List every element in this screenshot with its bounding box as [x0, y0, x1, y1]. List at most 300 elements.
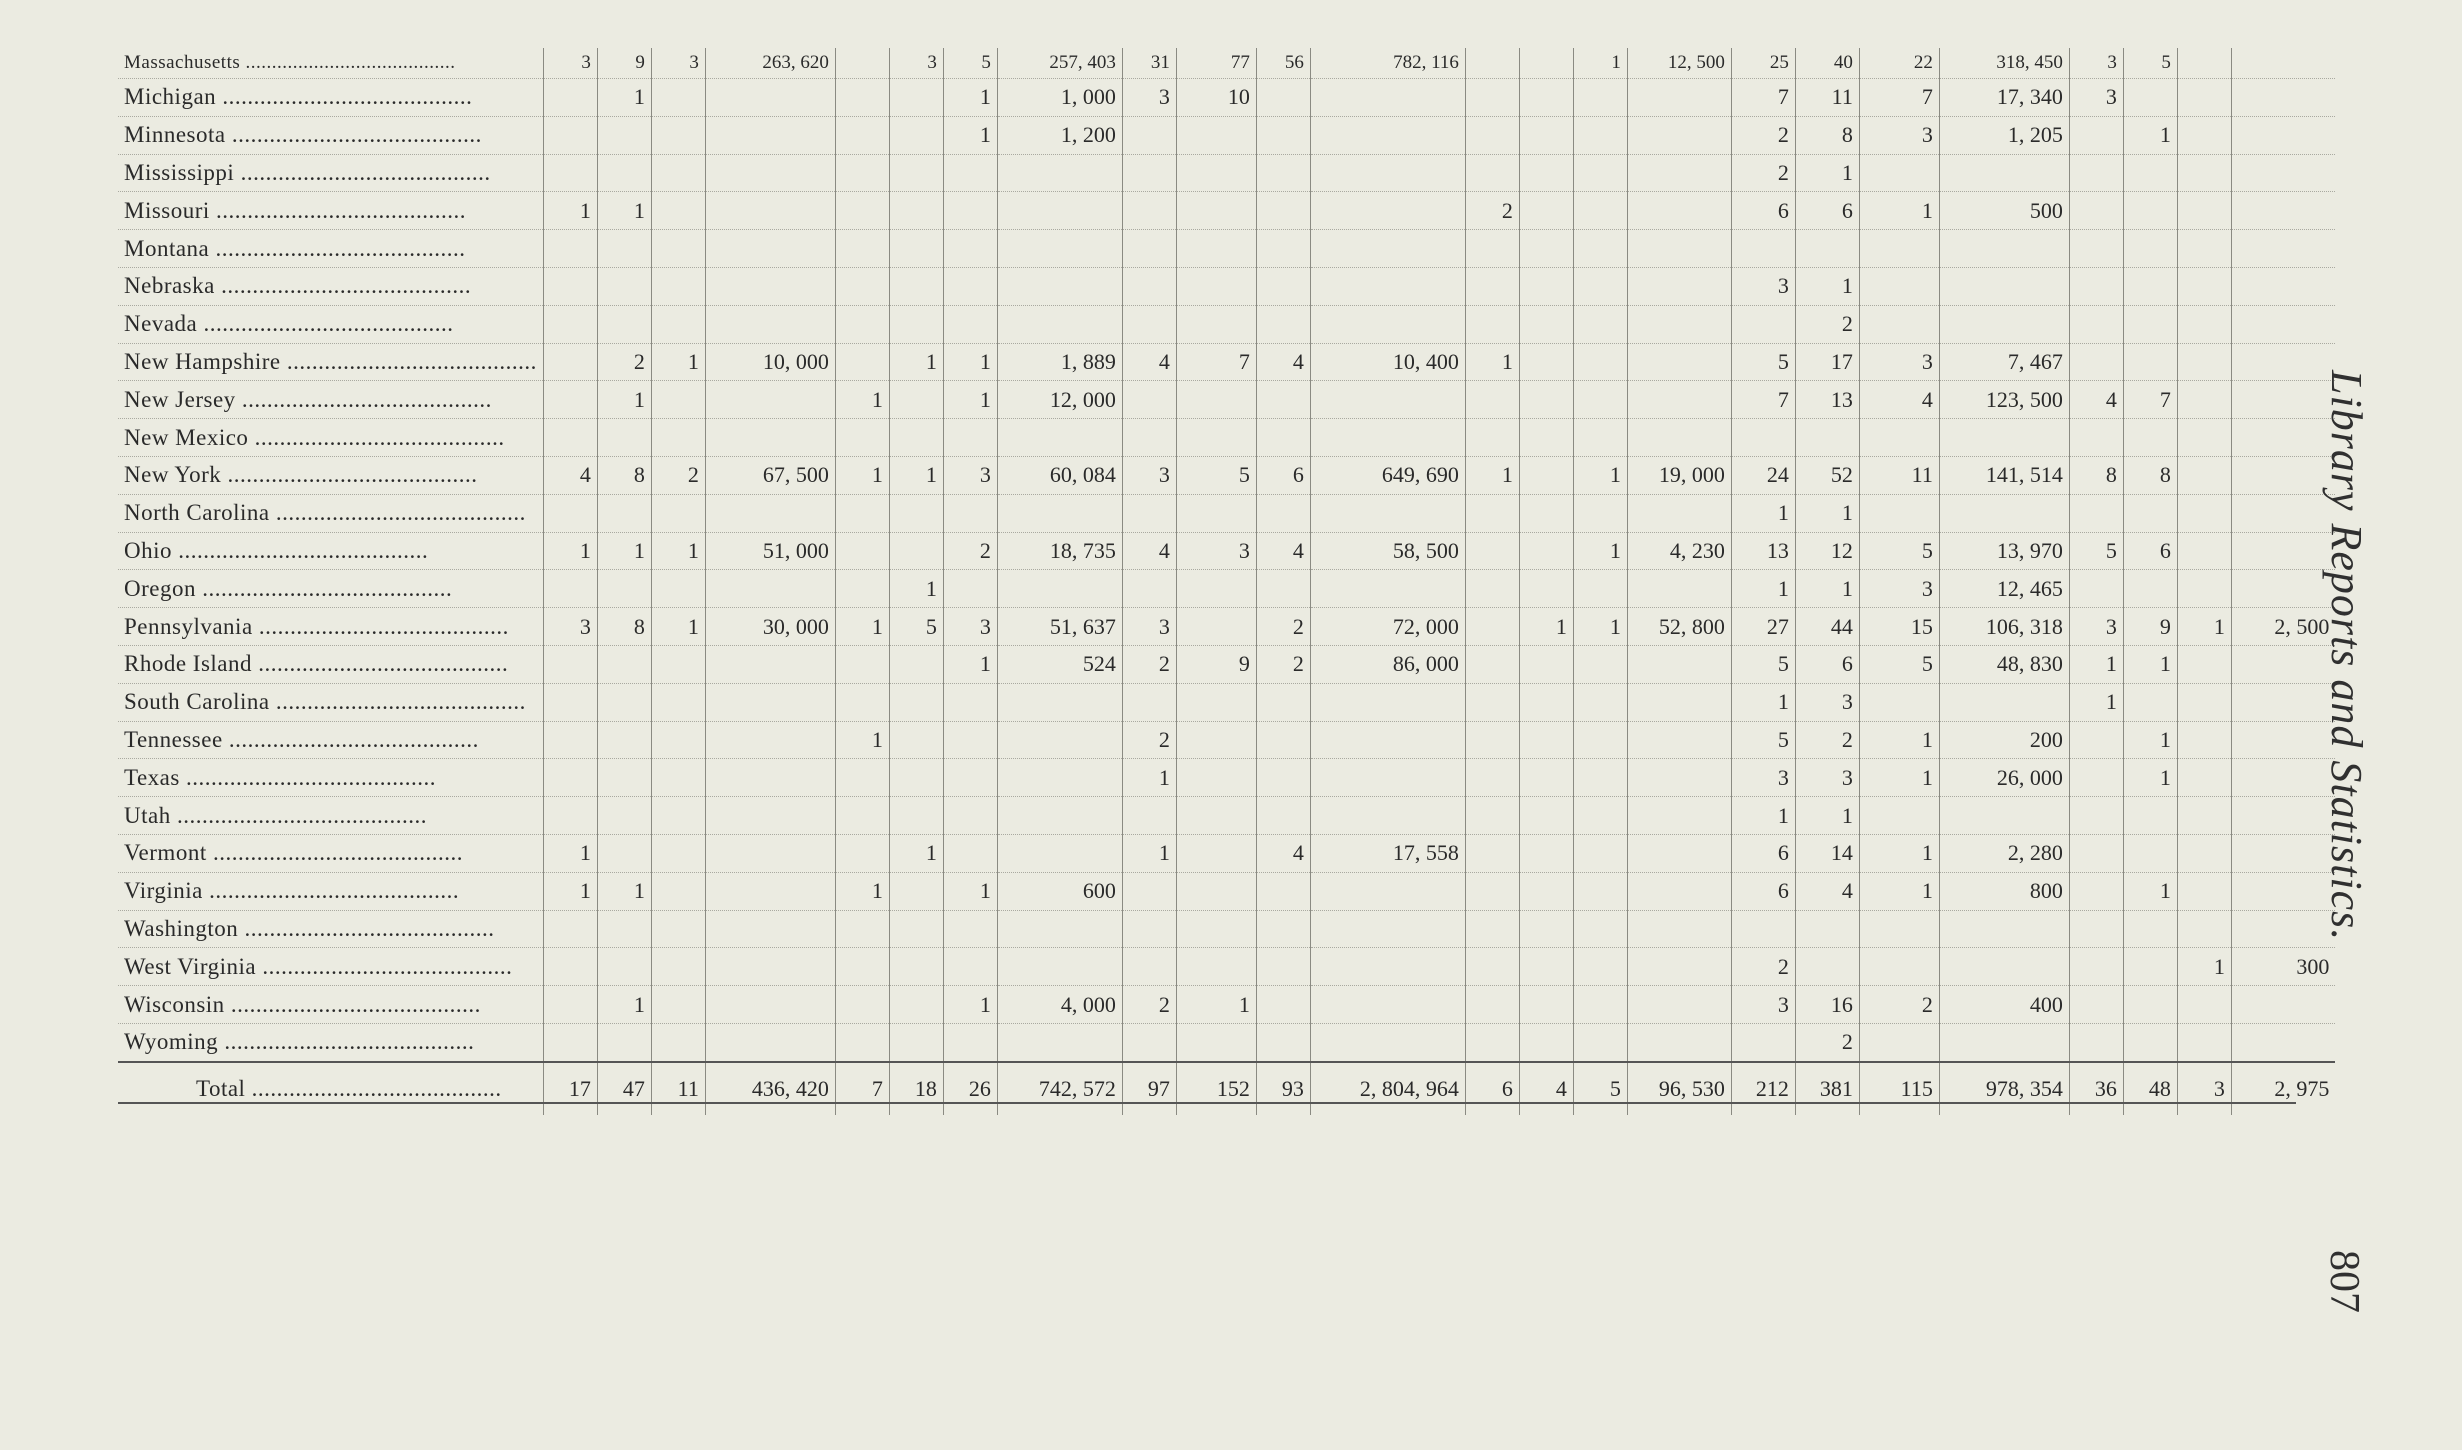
table-cell: 2: [1795, 305, 1859, 343]
table-cell: [543, 910, 597, 948]
table-cell: [2123, 834, 2177, 872]
table-cell: [1573, 192, 1627, 230]
table-cell: 5: [2069, 532, 2123, 570]
table-cell: [1465, 645, 1519, 683]
table-cell: [2177, 910, 2231, 948]
table-cell: [651, 645, 705, 683]
table-cell: [651, 116, 705, 154]
table-cell: 2: [597, 343, 651, 381]
table-cell: [651, 419, 705, 457]
table-cell: [1519, 570, 1573, 608]
table-cell: [943, 721, 997, 759]
table-cell: 51, 000: [705, 532, 835, 570]
table-cell: 7: [2123, 381, 2177, 419]
table-cell: [1310, 494, 1465, 532]
table-cell: [1176, 116, 1256, 154]
table-cell: [2069, 494, 2123, 532]
table-cell: [835, 230, 889, 268]
table-cell: 300: [2231, 948, 2335, 986]
table-cell: [1465, 797, 1519, 835]
table-cell: 1: [2069, 683, 2123, 721]
table-cell: 7: [835, 1062, 889, 1115]
table-cell: [705, 1023, 835, 1061]
table-cell: [1627, 570, 1731, 608]
table-cell: [1573, 267, 1627, 305]
table-cell: 2: [1731, 116, 1795, 154]
table-cell: 3: [1731, 759, 1795, 797]
state-name: New Hampshire ........................................: [118, 343, 543, 381]
table-cell: [1519, 116, 1573, 154]
table-cell: [943, 305, 997, 343]
table-cell: 48: [2123, 1062, 2177, 1115]
table-cell: [2177, 759, 2231, 797]
table-cell: 6: [1795, 192, 1859, 230]
table-cell: [1573, 305, 1627, 343]
table-cell: 1: [597, 532, 651, 570]
table-cell: 6: [1731, 872, 1795, 910]
table-cell: [2123, 570, 2177, 608]
table-cell: 8: [597, 608, 651, 646]
table-cell: 1: [2123, 645, 2177, 683]
table-cell: 2: [1795, 721, 1859, 759]
table-cell: [1176, 381, 1256, 419]
table-cell: 17, 558: [1310, 834, 1465, 872]
table-cell: [1310, 683, 1465, 721]
table-cell: [2177, 456, 2231, 494]
table-cell: [1859, 948, 1939, 986]
table-cell: 3: [943, 456, 997, 494]
statistics-table: [118, 48, 2335, 1115]
table-cell: 40: [1795, 48, 1859, 79]
table-row: [118, 608, 2335, 646]
table-cell: [2123, 494, 2177, 532]
table-cell: [1519, 797, 1573, 835]
table-cell: [1465, 381, 1519, 419]
table-cell: [1627, 343, 1731, 381]
table-cell: [1627, 645, 1731, 683]
state-name: Nebraska ........................................: [118, 267, 543, 305]
table-cell: [651, 570, 705, 608]
table-cell: [1519, 494, 1573, 532]
table-cell: 141, 514: [1939, 456, 2069, 494]
table-cell: 7: [1176, 343, 1256, 381]
table-cell: 2: [1122, 721, 1176, 759]
table-cell: [1310, 797, 1465, 835]
table-cell: [1465, 834, 1519, 872]
table-cell: [543, 230, 597, 268]
table-cell: 47: [597, 1062, 651, 1115]
table-cell: 4: [2069, 381, 2123, 419]
table-row: [118, 116, 2335, 154]
table-cell: 4: [1519, 1062, 1573, 1115]
table-cell: 18, 735: [997, 532, 1122, 570]
table-cell: 8: [2123, 456, 2177, 494]
table-cell: [1859, 230, 1939, 268]
table-cell: [2069, 230, 2123, 268]
table-cell: [705, 381, 835, 419]
table-row: [118, 797, 2335, 835]
table-cell: 436, 420: [705, 1062, 835, 1115]
table-cell: [1519, 48, 1573, 79]
table-cell: 1: [1731, 494, 1795, 532]
table-cell: [1859, 1023, 1939, 1061]
table-cell: [1859, 419, 1939, 457]
table-cell: [943, 910, 997, 948]
table-cell: 6: [1465, 1062, 1519, 1115]
table-cell: [889, 986, 943, 1024]
table-cell: [597, 721, 651, 759]
table-cell: 1: [1731, 570, 1795, 608]
table-cell: 782, 116: [1310, 48, 1465, 79]
table-cell: 2: [1731, 154, 1795, 192]
table-cell: [1627, 154, 1731, 192]
table-cell: [1176, 797, 1256, 835]
table-cell: [1627, 305, 1731, 343]
table-cell: [889, 797, 943, 835]
table-cell: [543, 759, 597, 797]
table-cell: 3: [1859, 570, 1939, 608]
table-cell: 7: [1731, 381, 1795, 419]
table-cell: 1: [543, 834, 597, 872]
table-row: [118, 948, 2335, 986]
table-cell: 1: [1859, 759, 1939, 797]
table-row: [118, 721, 2335, 759]
table-cell: [1176, 305, 1256, 343]
table-cell: 3: [1176, 532, 1256, 570]
table-cell: [943, 494, 997, 532]
table-cell: [943, 759, 997, 797]
table-cell: [1859, 683, 1939, 721]
page-number: 807: [2321, 1250, 2367, 1313]
table-cell: 8: [2069, 456, 2123, 494]
table-cell: 3: [2069, 48, 2123, 79]
table-cell: [1310, 759, 1465, 797]
table-cell: [1627, 116, 1731, 154]
table-cell: [1939, 154, 2069, 192]
table-cell: 4: [1795, 872, 1859, 910]
table-cell: [705, 305, 835, 343]
table-cell: [835, 759, 889, 797]
table-cell: [2069, 192, 2123, 230]
table-cell: 115: [1859, 1062, 1939, 1115]
table-cell: [889, 645, 943, 683]
table-cell: 52, 800: [1627, 608, 1731, 646]
table-cell: 1: [543, 192, 597, 230]
table-cell: [1627, 834, 1731, 872]
table-cell: [2177, 79, 2231, 117]
table-cell: [1731, 305, 1795, 343]
table-cell: 1: [2123, 116, 2177, 154]
table-cell: [597, 267, 651, 305]
table-cell: [1310, 570, 1465, 608]
table-row: [118, 532, 2335, 570]
table-cell: [543, 419, 597, 457]
state-name: Tennessee ........................................: [118, 721, 543, 759]
table-cell: [651, 797, 705, 835]
table-cell: [1176, 192, 1256, 230]
table-cell: [543, 79, 597, 117]
table-cell: [2177, 305, 2231, 343]
table-cell: [1573, 116, 1627, 154]
table-cell: [1256, 759, 1310, 797]
table-cell: [997, 570, 1122, 608]
table-cell: [835, 948, 889, 986]
table-cell: 10: [1176, 79, 1256, 117]
table-cell: [1256, 79, 1310, 117]
table-cell: [1465, 419, 1519, 457]
table-cell: [1627, 79, 1731, 117]
table-cell: [597, 645, 651, 683]
table-cell: [705, 872, 835, 910]
table-cell: [705, 154, 835, 192]
state-name: Massachusetts ........................................: [118, 48, 543, 79]
table-cell: [1310, 230, 1465, 268]
table-cell: [1256, 494, 1310, 532]
table-cell: [2069, 948, 2123, 986]
table-cell: [889, 721, 943, 759]
table-cell: 1: [1859, 834, 1939, 872]
table-cell: [651, 1023, 705, 1061]
table-cell: [1256, 419, 1310, 457]
table-cell: [835, 910, 889, 948]
table-cell: 2: [1859, 986, 1939, 1024]
table-cell: 123, 500: [1939, 381, 2069, 419]
table-cell: [2069, 872, 2123, 910]
table-cell: [543, 343, 597, 381]
table-cell: [997, 267, 1122, 305]
table-cell: 22: [1859, 48, 1939, 79]
table-cell: [1939, 494, 2069, 532]
table-cell: 2: [1795, 1023, 1859, 1061]
table-cell: [1573, 419, 1627, 457]
table-cell: 7: [1731, 79, 1795, 117]
table-cell: [543, 948, 597, 986]
table-cell: [1465, 608, 1519, 646]
table-cell: [651, 683, 705, 721]
table-cell: [1256, 872, 1310, 910]
table-cell: 5: [943, 48, 997, 79]
table-cell: [1176, 683, 1256, 721]
table-cell: [889, 532, 943, 570]
table-cell: [1256, 683, 1310, 721]
table-cell: 1: [1795, 797, 1859, 835]
table-cell: [1122, 116, 1176, 154]
table-cell: [1627, 759, 1731, 797]
table-cell: [705, 683, 835, 721]
table-cell: [1573, 381, 1627, 419]
table-cell: [651, 721, 705, 759]
table-cell: [889, 305, 943, 343]
table-cell: [651, 305, 705, 343]
table-cell: [1519, 230, 1573, 268]
table-cell: [1176, 834, 1256, 872]
table-cell: [1627, 721, 1731, 759]
table-cell: 5: [1731, 645, 1795, 683]
table-cell: 6: [1731, 192, 1795, 230]
table-cell: [651, 154, 705, 192]
table-cell: 4, 230: [1627, 532, 1731, 570]
table-cell: [2231, 154, 2335, 192]
table-cell: [2069, 986, 2123, 1024]
table-cell: 1: [651, 532, 705, 570]
table-cell: 1: [597, 872, 651, 910]
table-cell: 26, 000: [1939, 759, 2069, 797]
table-cell: 13: [1795, 381, 1859, 419]
table-cell: [1122, 948, 1176, 986]
table-cell: [1310, 948, 1465, 986]
state-name: Virginia ........................................: [118, 872, 543, 910]
table-cell: [1939, 797, 2069, 835]
table-cell: 5: [889, 608, 943, 646]
table-cell: [1573, 570, 1627, 608]
table-cell: [1310, 910, 1465, 948]
table-cell: [1122, 683, 1176, 721]
table-cell: [2177, 645, 2231, 683]
table-cell: 2, 500: [2231, 608, 2335, 646]
table-cell: [1939, 948, 2069, 986]
table-cell: 3: [543, 608, 597, 646]
table-cell: [835, 48, 889, 79]
table-cell: [1176, 721, 1256, 759]
table-cell: [1256, 797, 1310, 835]
table-cell: [1573, 154, 1627, 192]
table-cell: [2231, 79, 2335, 117]
table-cell: 2, 804, 964: [1310, 1062, 1465, 1115]
table-cell: [1939, 305, 2069, 343]
table-cell: [1256, 948, 1310, 986]
table-cell: 97: [1122, 1062, 1176, 1115]
table-cell: 12: [1795, 532, 1859, 570]
table-row: [118, 419, 2335, 457]
table-cell: [1573, 79, 1627, 117]
table-cell: [1122, 494, 1176, 532]
table-cell: [1859, 797, 1939, 835]
state-name: North Carolina ........................................: [118, 494, 543, 532]
table-cell: [889, 116, 943, 154]
table-cell: 257, 403: [997, 48, 1122, 79]
table-cell: [997, 721, 1122, 759]
table-cell: 1: [1573, 456, 1627, 494]
table-cell: [1627, 381, 1731, 419]
table-cell: [889, 494, 943, 532]
table-cell: [943, 267, 997, 305]
table-cell: [2123, 1023, 2177, 1061]
table-cell: [1795, 948, 1859, 986]
table-cell: 1: [835, 608, 889, 646]
table-cell: 152: [1176, 1062, 1256, 1115]
table-cell: [1122, 797, 1176, 835]
table-cell: [889, 948, 943, 986]
table-cell: [835, 570, 889, 608]
table-cell: [1519, 1023, 1573, 1061]
table-cell: [1310, 1023, 1465, 1061]
table-row: [118, 570, 2335, 608]
table-cell: [2123, 986, 2177, 1024]
table-cell: [2177, 267, 2231, 305]
table-cell: 3: [1731, 986, 1795, 1024]
table-cell: [1465, 1023, 1519, 1061]
table-cell: [1519, 872, 1573, 910]
table-cell: 1: [1465, 456, 1519, 494]
table-cell: [2231, 267, 2335, 305]
table-cell: [1519, 683, 1573, 721]
table-cell: 1, 200: [997, 116, 1122, 154]
table-cell: [1465, 759, 1519, 797]
table-cell: 1: [2177, 608, 2231, 646]
table-cell: [835, 683, 889, 721]
table-cell: 1: [835, 381, 889, 419]
table-cell: 4: [1256, 532, 1310, 570]
table-cell: [2177, 192, 2231, 230]
table-cell: 1: [1859, 872, 1939, 910]
table-cell: 4: [543, 456, 597, 494]
table-cell: [1939, 910, 2069, 948]
table-cell: [1465, 116, 1519, 154]
table-cell: 1: [1465, 343, 1519, 381]
table-cell: 11: [651, 1062, 705, 1115]
table-cell: 15: [1859, 608, 1939, 646]
table-cell: [1176, 608, 1256, 646]
table-cell: [889, 267, 943, 305]
table-cell: [705, 192, 835, 230]
table-cell: [651, 381, 705, 419]
table-cell: [1859, 305, 1939, 343]
state-name: New York ........................................: [118, 456, 543, 494]
state-name: Ohio ........................................: [118, 532, 543, 570]
table-cell: [1256, 570, 1310, 608]
table-cell: [2177, 570, 2231, 608]
table-cell: [1627, 192, 1731, 230]
table-cell: [1795, 230, 1859, 268]
table-cell: [1627, 494, 1731, 532]
table-cell: [835, 797, 889, 835]
table-cell: [2177, 532, 2231, 570]
table-cell: 381: [1795, 1062, 1859, 1115]
table-cell: [889, 381, 943, 419]
table-cell: [2123, 343, 2177, 381]
table-cell: 11: [1859, 456, 1939, 494]
table-cell: [2123, 154, 2177, 192]
table-cell: [1573, 1023, 1627, 1061]
table-cell: 1: [2123, 721, 2177, 759]
table-cell: [2177, 48, 2231, 79]
table-cell: [2123, 267, 2177, 305]
table-cell: [2123, 230, 2177, 268]
table-cell: 106, 318: [1939, 608, 2069, 646]
table-cell: [705, 419, 835, 457]
table-row: [118, 154, 2335, 192]
table-cell: [889, 192, 943, 230]
table-cell: 67, 500: [705, 456, 835, 494]
table-cell: [2177, 419, 2231, 457]
table-cell: 6: [1795, 645, 1859, 683]
table-cell: [1176, 267, 1256, 305]
table-cell: 1: [943, 872, 997, 910]
table-cell: 1: [597, 986, 651, 1024]
table-cell: [835, 343, 889, 381]
table-cell: [705, 570, 835, 608]
table-cell: [2177, 1023, 2231, 1061]
table-cell: [889, 759, 943, 797]
bottom-rule: [118, 1102, 2296, 1104]
table-cell: [705, 986, 835, 1024]
table-cell: [543, 1023, 597, 1061]
state-name: Montana ........................................: [118, 230, 543, 268]
table-cell: [2069, 797, 2123, 835]
table-cell: [2177, 721, 2231, 759]
table-cell: [1465, 570, 1519, 608]
running-head: Library Reports and Statistics.: [2322, 370, 2371, 942]
